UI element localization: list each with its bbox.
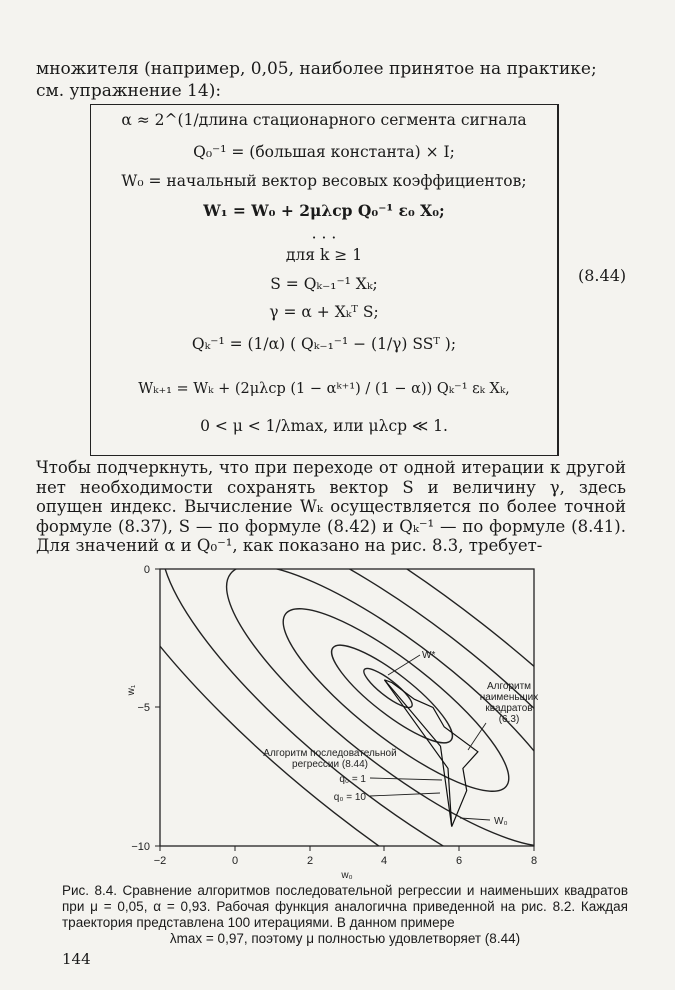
eq-w1: W₁ = W₀ + 2μλср Q₀⁻¹ ε₀ X₀; — [203, 201, 445, 220]
x-tick-label: 4 — [380, 855, 388, 867]
q1-label: q₀ = 1 — [339, 774, 366, 785]
lms-label-3: квадратов — [485, 703, 533, 714]
lms-label-1: Алгоритм — [486, 681, 532, 692]
figure-caption — [62, 883, 628, 947]
x-tick-label: 2 — [306, 855, 314, 867]
intro-text: множителя (например, 0,05, наиболее принятое на практике; см. упражнение 14): — [36, 59, 597, 101]
equation-number: (8.44) — [578, 266, 627, 285]
eq-mu-condition: 0 < μ < 1/λmax, или μλср ≪ 1. — [200, 417, 448, 435]
x-tick-label: −2 — [153, 855, 167, 867]
caption-last-line: λmax = 0,97, поэтому μ полностью удовлетворяет (8.44) — [169, 931, 521, 946]
x-axis-label: w₀ — [341, 870, 353, 880]
contour-5 — [120, 560, 540, 880]
paragraph-text: Чтобы подчеркнуть, что при переходе от одной итерации к другой нет необходимости сохранять вектор S и величину γ, здесь опущен индекс. Вычисление Wₖ осуществляется по более точной формуле (8.37), S — по формуле (8.42) и Qₖ⁻¹ — по формуле (8.41). Для значений α и Q₀⁻¹, как показано на рис. 8.3, требует- — [36, 458, 626, 555]
leader-lines — [370, 655, 490, 820]
rls-label-2: регрессии (8.44) — [292, 759, 368, 770]
algorithm-box — [90, 104, 559, 456]
eq-q0: Q₀⁻¹ = (большая константа) × I; — [193, 143, 455, 161]
caption-text: Рис. 8.4. Сравнение алгоритмов последовательной регрессии и наименьших квадратов при μ = 0,05, α = 0,93. Рабочая функция аналогична приведенной на рис. 8.2. Каждая траектория представлена 100 итерациями. В данном примере — [62, 883, 628, 930]
page-number: 144 — [62, 950, 91, 968]
eq-s: S = Qₖ₋₁⁻¹ Xₖ; — [270, 275, 378, 293]
eq-gamma: γ = α + Xₖᵀ S; — [269, 303, 379, 321]
eq-w0: W₀ = начальный вектор весовых коэффициентов; — [121, 172, 527, 190]
w0-label: W₀ — [494, 816, 508, 827]
w-star-label: W* — [422, 650, 436, 661]
eq-dots: · · · — [311, 229, 337, 247]
rls-label-1: Алгоритм последовательной — [263, 748, 397, 759]
eq-wk1: Wₖ₊₁ = Wₖ + (2μλср (1 − αᵏ⁺¹) / (1 − α)) Qₖ⁻¹ εₖ Xₖ, — [138, 381, 510, 397]
y-tick-label: 0 — [143, 564, 150, 576]
contour-lines — [120, 560, 540, 880]
x-tick-label: 8 — [530, 855, 538, 867]
y-tick-label: −5 — [137, 702, 150, 714]
lms-label-4: (6.3) — [498, 714, 520, 725]
axis-ticks — [155, 569, 534, 851]
x-tick-label: 6 — [455, 855, 463, 867]
x-tick-label: 0 — [231, 855, 239, 867]
lms-label-2: наименьших — [479, 692, 539, 703]
eq-for-k: для k ≥ 1 — [285, 246, 363, 264]
eq-qk: Qₖ⁻¹ = (1/α) ( Qₖ₋₁⁻¹ − (1/γ) SSᵀ ); — [191, 335, 457, 353]
contour-1 — [359, 663, 416, 713]
contour-4 — [194, 560, 540, 880]
body-paragraph — [36, 458, 626, 556]
y-axis-label: w₁ — [126, 684, 137, 696]
eq-alpha: α ≈ 2^(1/длина стационарного сегмента сигнала — [121, 111, 527, 129]
y-tick-label: −10 — [131, 841, 150, 853]
q10-label: q₀ = 10 — [333, 792, 366, 803]
contour-chart — [120, 560, 540, 880]
